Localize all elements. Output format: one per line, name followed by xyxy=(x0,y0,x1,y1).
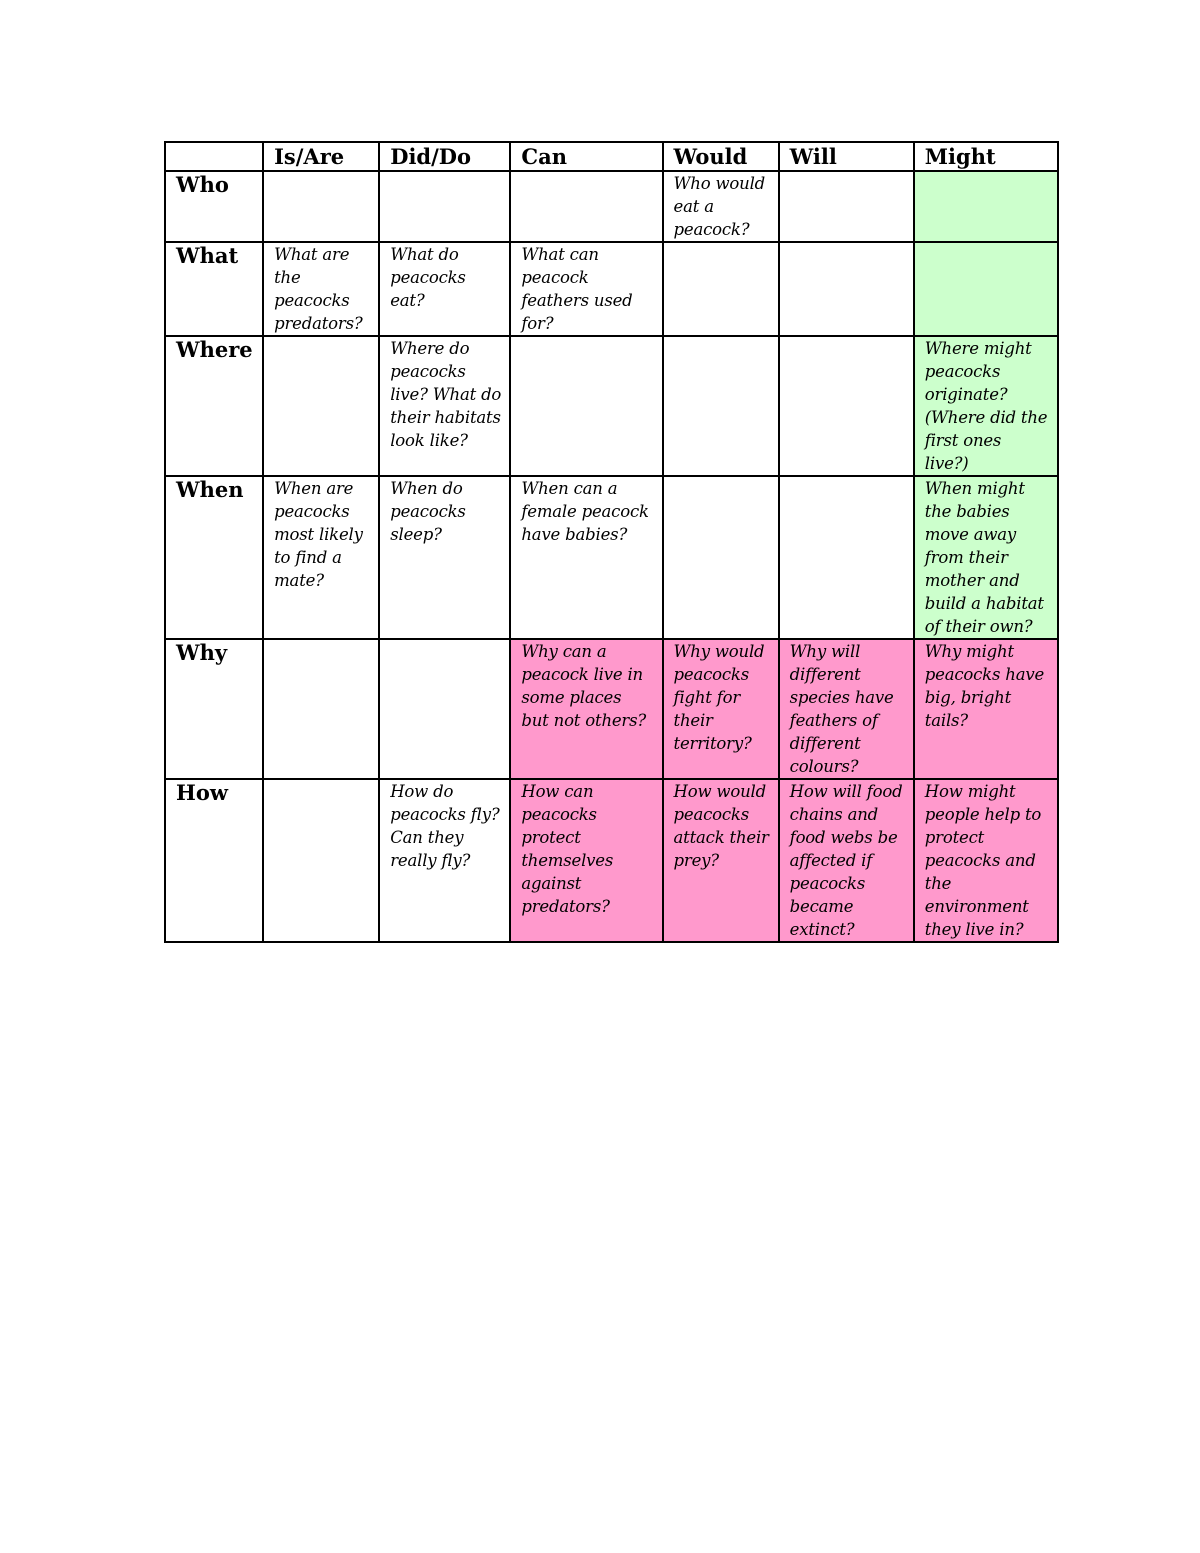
cell-how-will: How will food chains and food webs be affected if peacocks became extinct? xyxy=(779,779,914,942)
cell-how-is-are xyxy=(263,779,379,942)
question-matrix-table xyxy=(164,141,1059,943)
cell-when-is-are: When are peacocks most likely to find a mate? xyxy=(263,476,379,639)
cell-why-did-do xyxy=(379,639,510,779)
row-label-what: What xyxy=(165,242,263,336)
header-row xyxy=(165,142,1058,171)
cell-how-did-do: How do peacocks fly? Can they really fly? xyxy=(379,779,510,942)
row-when xyxy=(165,476,1058,639)
cell-why-is-are xyxy=(263,639,379,779)
cell-what-will xyxy=(779,242,914,336)
cell-where-will xyxy=(779,336,914,476)
cell-when-can: When can a female peacock have babies? xyxy=(510,476,662,639)
row-label-why: Why xyxy=(165,639,263,779)
cell-what-might xyxy=(914,242,1058,336)
cell-where-would xyxy=(663,336,779,476)
row-where xyxy=(165,336,1058,476)
header-is-are: Is/Are xyxy=(263,142,379,171)
row-label-where: Where xyxy=(165,336,263,476)
cell-who-will xyxy=(779,171,914,242)
cell-why-might: Why might peacocks have big, bright tails? xyxy=(914,639,1058,779)
cell-what-would xyxy=(663,242,779,336)
header-might: Might xyxy=(914,142,1058,171)
header-would: Would xyxy=(663,142,779,171)
cell-when-would xyxy=(663,476,779,639)
row-what xyxy=(165,242,1058,336)
row-label-who: Who xyxy=(165,171,263,242)
header-did-do: Did/Do xyxy=(379,142,510,171)
row-why xyxy=(165,639,1058,779)
header-will: Will xyxy=(779,142,914,171)
cell-why-will: Why will different species have feathers of different colours? xyxy=(779,639,914,779)
cell-who-can xyxy=(510,171,662,242)
row-label-how: How xyxy=(165,779,263,942)
row-who xyxy=(165,171,1058,242)
cell-where-is-are xyxy=(263,336,379,476)
header-can: Can xyxy=(510,142,662,171)
cell-how-would: How would peacocks attack their prey? xyxy=(663,779,779,942)
cell-when-will xyxy=(779,476,914,639)
cell-who-is-are xyxy=(263,171,379,242)
cell-when-might: When might the babies move away from their mother and build a habitat of their own? xyxy=(914,476,1058,639)
cell-why-can: Why can a peacock live in some places but not others? xyxy=(510,639,662,779)
cell-who-might xyxy=(914,171,1058,242)
cell-why-would: Why would peacocks fight for their territory? xyxy=(663,639,779,779)
cell-what-did-do: What do peacocks eat? xyxy=(379,242,510,336)
cell-what-is-are: What are the peacocks predators? xyxy=(263,242,379,336)
cell-when-did-do: When do peacocks sleep? xyxy=(379,476,510,639)
cell-who-would: Who would eat a peacock? xyxy=(663,171,779,242)
cell-what-can: What can peacock feathers used for? xyxy=(510,242,662,336)
cell-where-might: Where might peacocks originate? (Where did the first ones live?) xyxy=(914,336,1058,476)
row-label-when: When xyxy=(165,476,263,639)
cell-who-did-do xyxy=(379,171,510,242)
header-corner xyxy=(165,142,263,171)
cell-where-did-do: Where do peacocks live? What do their habitats look like? xyxy=(379,336,510,476)
cell-how-might: How might people help to protect peacocks and the environment they live in? xyxy=(914,779,1058,942)
row-how xyxy=(165,779,1058,942)
cell-how-can: How can peacocks protect themselves against predators? xyxy=(510,779,662,942)
cell-where-can xyxy=(510,336,662,476)
